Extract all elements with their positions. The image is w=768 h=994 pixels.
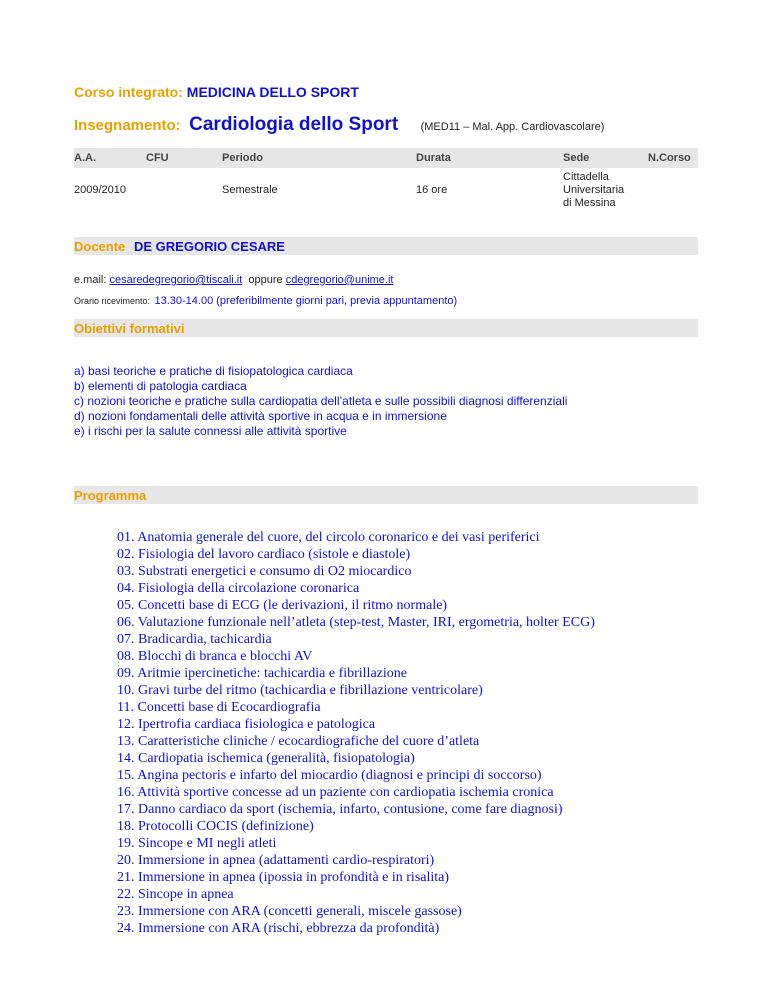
orario-value: 13.30-14.00 (preferibilmente giorni pari, previa appuntamento) (154, 295, 458, 307)
insegnamento-line (74, 114, 604, 136)
course-info-table (74, 148, 698, 212)
email-link-unime[interactable]: cdegregorio@unime.it (285, 274, 394, 286)
list-item: 01. Anatomia generale del cuore, del circolo coronarico e dei vasi periferici (117, 530, 540, 545)
header-periodo: Periodo (222, 152, 263, 164)
list-item: 06. Valutazione funzionale nell’atleta (step-test, Master, IRI, ergometria, holter ECG) (117, 615, 595, 630)
list-item: 23. Immersione con ARA (concetti generali, miscele gassose) (117, 904, 462, 919)
list-item: 13. Caratteristiche cliniche / ecocardiografiche del cuore d’atleta (117, 734, 480, 749)
list-item: 03. Substrati energetici e consumo di O2 miocardico (117, 564, 412, 579)
cell-sede (563, 171, 624, 210)
cell-periodo: Semestrale (222, 184, 278, 196)
docente-name: DE GREGORIO CESARE (134, 239, 285, 254)
sede-line: di Messina (563, 197, 616, 209)
list-item: 09. Aritmie ipercinetiche: tachicardia e fibrillazione (117, 666, 407, 681)
list-item: 18. Protocolli COCIS (definizione) (117, 819, 314, 834)
header-ncorso: N.Corso (648, 152, 691, 164)
insegnamento-code: (MED11 – Mal. App. Cardiovascolare) (420, 121, 605, 133)
docente-label: Docente (74, 239, 126, 254)
oppure-text: oppure (248, 274, 283, 286)
cell-durata: 16 ore (416, 184, 448, 196)
cell-aa: 2009/2010 (74, 184, 126, 196)
table-header-row (74, 148, 698, 168)
list-item: c) nozioni teoriche e pratiche sulla cardiopatia dell’atleta e sulle possibili diagnosi differenziali (74, 394, 568, 408)
list-item: 15. Angina pectoris e infarto del miocardio (diagnosi e principi di soccorso) (117, 768, 542, 783)
sede-line: Universitaria (563, 184, 625, 196)
email-label: e.mail: (74, 274, 107, 286)
list-item: d) nozioni fondamentali delle attività sportive in acqua e in immersione (74, 409, 447, 423)
obiettivi-list (74, 364, 567, 439)
corso-label: Corso integrato: (74, 84, 183, 100)
list-item: 14. Cardiopatia ischemica (generalità, fisiopatologia) (117, 751, 415, 766)
header-cfu: CFU (146, 152, 169, 164)
list-item: 21. Immersione in apnea (ipossia in profondità e in risalita) (117, 870, 450, 885)
header-aa: A.A. (74, 152, 96, 164)
list-item: 17. Danno cardiaco da sport (ischemia, infarto, contusione, come fare diagnosi) (117, 802, 563, 817)
programma-label: Programma (74, 488, 147, 503)
list-item: 08. Blocchi di branca e blocchi AV (117, 649, 313, 664)
list-item: a) basi teoriche e pratiche di fisiopatologica cardiaca (74, 364, 353, 378)
table-row (74, 168, 698, 212)
insegnamento-title: Cardiologia dello Sport (189, 114, 399, 135)
corso-value: MEDICINA DELLO SPORT (186, 84, 359, 100)
corso-integrato-line (74, 84, 359, 100)
list-item: 24. Immersione con ARA (rischi, ebbrezza da profondità) (117, 921, 440, 936)
list-item: 20. Immersione in apnea (adattamenti cardio-respiratori) (117, 853, 435, 868)
list-item: 19. Sincope e MI negli atleti (117, 836, 277, 851)
email-line (74, 274, 393, 286)
list-item: 11. Concetti base di Ecocardiografia (117, 700, 321, 715)
orario-label: Orario ricevimento: (74, 296, 151, 306)
obiettivi-label: Obiettivi formativi (74, 321, 185, 336)
email-link-tiscali[interactable]: cesaredegregorio@tiscali.it (109, 274, 243, 286)
list-item: e) i rischi per la salute connessi alle attività sportive (74, 424, 347, 438)
list-item: 02. Fisiologia del lavoro cardiaco (sistole e diastole) (117, 547, 411, 562)
obiettivi-section-header (74, 319, 698, 337)
programma-section-header (74, 486, 698, 504)
list-item: 12. Ipertrofia cardiaca fisiologica e patologica (117, 717, 376, 732)
list-item: b) elementi di patologia cardiaca (74, 379, 247, 393)
header-sede: Sede (563, 152, 590, 164)
docente-section-header (74, 237, 698, 255)
sede-line: Cittadella (563, 171, 609, 183)
header-durata: Durata (416, 152, 451, 164)
list-item: 22. Sincope in apnea (117, 887, 234, 902)
list-item: 04. Fisiologia della circolazione coronarica (117, 581, 360, 596)
list-item: 07. Bradicardia, tachicardia (117, 632, 272, 647)
list-item: 10. Gravi turbe del ritmo (tachicardia e fibrillazione ventricolare) (117, 683, 483, 698)
programma-list (117, 529, 595, 937)
insegnamento-label: Insegnamento: (74, 117, 181, 134)
list-item: 16. Attività sportive concesse ad un paziente con cardiopatia ischemia cronica (117, 785, 554, 800)
list-item: 05. Concetti base di ECG (le derivazioni, il ritmo normale) (117, 598, 448, 613)
orario-ricevimento-line (74, 291, 457, 309)
